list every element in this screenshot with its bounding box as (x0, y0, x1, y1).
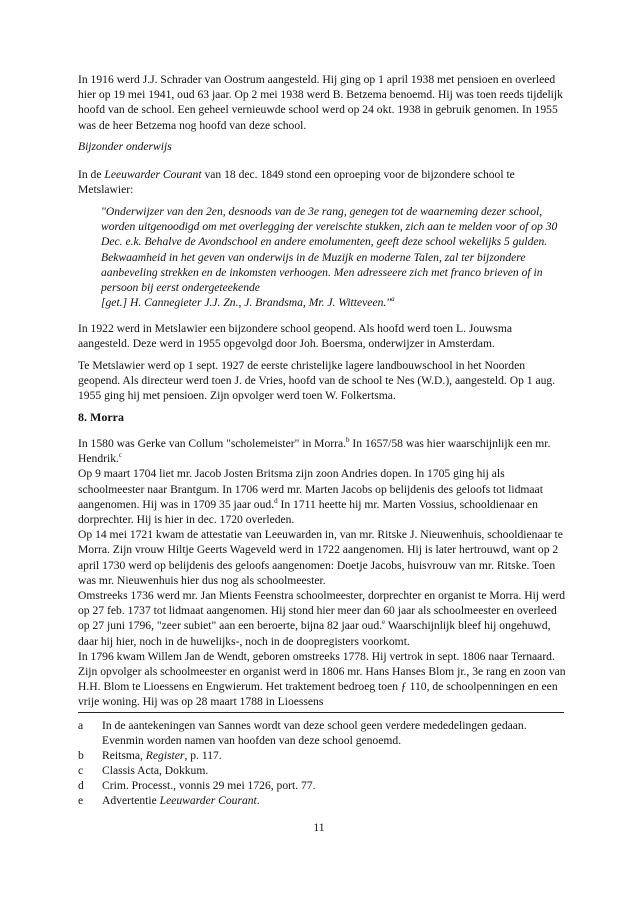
text-segment: In 1657/58 was hier waarschijnlijk een mr. Hendrik. (78, 437, 551, 466)
paragraph-britsma (78, 466, 566, 527)
footnote-text: In de aantekeningen van Sannes wordt van deze school geen verdere mededelingen gedaan. Evenmin worden namen van hoofden van deze school genoemd. (102, 719, 527, 748)
text-segment: Waarschijnlijk bleef hij ongehuwd, daar hij hier, noch in de huwelijks-, noch in de doopregisters voorkomt. (78, 619, 551, 648)
quote-signatories: [get.] H. Cannegieter J.J. Zn., J. Brandsma, Mr. J. Witteveen." (101, 296, 392, 310)
text-segment: Reitsma, (102, 749, 146, 762)
paragraph-nieuwenhuis: Op 14 mei 1721 kwam de attestatie van Leeuwarden in, van mr. Ritske J. Nieuwenhuis, schooldienaar te Morra. Zijn vrouw Hiltje Geerts Wageveld werd in 1722 aangenomen. Hij is later hertrouwd, want op 2 april 1730 werd op belijdenis des geloofs aangenomen: Doetje Jacobs, huisvrouw van mr. Ritske. Toen was mr. Nieuwenhuis hier dus nog als schoolmeester. (78, 528, 563, 587)
quote-body: "Onderwijzer van den 2en, desnoods van de 3e rang, genegen tot de waarneming dezer school, worden uitgenoodigd om met overlegging der vereischte stukken, zich aan te melden voor of op 30 Dec. e.k. Behalve de Avondschool en andere emolumenten, geeft deze school wekelijks 5 gulden. Bekwaamheid in het geven van onderwijs in de Muzijk en moderne Talen, zal ter bijzondere aanbeveling strekken en de inkomsten verhoogen. Men adresseere zich met franco brieven of in persoon bij eerst ondergeteekende (101, 205, 558, 295)
footnote-letter: a (78, 719, 84, 732)
text-segment: Op 9 maart 1704 liet mr. Jacob Josten Britsma zijn zoon Andries dopen. In 1705 ging hij als schoolmeester naar Brantgum. In 1706 werd mr. Marten Jacobs op belijdenis des geloofs tot lidmaat aangenomen. Hij was in 1709 35 jaar oud. (78, 467, 543, 511)
footnote-letter: d (78, 779, 84, 792)
newspaper-title: Leeuwarder Courant (104, 168, 202, 181)
footnote-ref-d: d (274, 496, 278, 505)
text-segment: In 1580 was Gerke van Collum "scholemeister" in Morra. (78, 437, 347, 450)
register-title: Register (145, 749, 185, 762)
paragraph-collum (78, 436, 566, 466)
paragraph-feenstra (78, 588, 566, 649)
text-segment: van 18 dec. 1849 stond een oproeping voor de bijzondere school te Metslawier: (78, 168, 515, 197)
footnote-text: Classis Acta, Dokkum. (102, 764, 209, 777)
newspaper-title: Leeuwarder Courant (159, 794, 257, 807)
paragraph-schrader: In 1916 werd J.J. Schrader van Oostrum aangesteld. Hij ging op 1 april 1938 met pensioen en overleed hier op 19 mei 1941, oud 63 jaar. Op 2 mei 1938 werd B. Betzema benoemd. Hij was toen reeds tijdelijk hoofd van de school. Een geheel vernieuwde school werd op 24 okt. 1938 in gebruik genomen. In 1955 was de heer Betzema nog hoofd van deze school. (78, 73, 563, 132)
footnote-ref-c: c (118, 451, 122, 460)
block-quote (101, 204, 563, 310)
section-morra-body (78, 436, 566, 710)
footnote-letter: b (78, 749, 84, 762)
footnote-ref-b: b (346, 436, 350, 445)
paragraph-oproeping (78, 167, 566, 197)
footnote-ref-e: e (382, 618, 386, 627)
text-segment: . (256, 794, 260, 807)
footnote-letter: c (78, 764, 84, 777)
footnote-ref-a: a (391, 295, 395, 304)
heading-bijzonder-onderwijs: Bijzonder onderwijs (78, 140, 172, 153)
paragraph-de-wendt: In 1796 kwam Willem Jan de Wendt, geboren omstreeks 1778. Hij vertrok in sept. 1806 naar Ternaard. Zijn opvolger als schoolmeester en organist werd in 1806 mr. Hans Hanses Blom jr., 3e rang en zoon van H.H. Blom te Lioessens en Engwierum. Het traktement bedroeg toen ƒ 110, de schoolpenningen en een vrije woning. Hij was op 28 maart 1788 in Lioessens (78, 649, 566, 709)
footnote-divider (78, 712, 564, 713)
paragraph-landbouwschool: Te Metslawier werd op 1 sept. 1927 de eerste christelijke lagere landbouwschool in het Noorden geopend. Als directeur werd toen J. de Vries, hoofd van de school te Nes (W.D.), aangesteld. Op 1 aug. 1955 ging hij met pensioen. Zijn opvolger werd toen W. Folkertsma. (78, 359, 556, 403)
paragraph-bijzondere-school: In 1922 werd in Metslawier een bijzondere school geopend. Als hoofd werd toen L. Jouwsma aangesteld. Deze werd in 1955 opgevolgd door Joh. Boersma, onderwijzer in Amsterdam. (78, 322, 513, 351)
text-segment: In 1711 heette hij mr. Marten Vossius, schooldienaar en dorprechter. Hij is hier in dec. 1720 overleden. (78, 497, 538, 527)
text-segment: Advertentie (102, 794, 160, 807)
heading-morra: 8. Morra (78, 410, 124, 424)
footnote-letter: e (78, 794, 84, 807)
text-segment: Omstreeks 1736 werd mr. Jan Mients Feenstra schoolmeester, dorprechter en organist te Morra. Hij werd op 27 feb. 1737 tot lidmaat aangenomen. Hij stond hier meer dan 60 jaar als schoolmeester en overleed op 27 juni 1796, "zeer subiet" aan een beroerte, bijna 82 jaar oud. (78, 589, 566, 633)
footnote-text (102, 748, 568, 763)
page-number: 11 (313, 821, 325, 834)
footnote-text (102, 793, 568, 808)
footnote-text: Crim. Processt., vonnis 29 mei 1726, port. 77. (102, 779, 316, 792)
text-segment: In de (78, 168, 105, 181)
text-segment: , p. 117. (184, 749, 222, 762)
